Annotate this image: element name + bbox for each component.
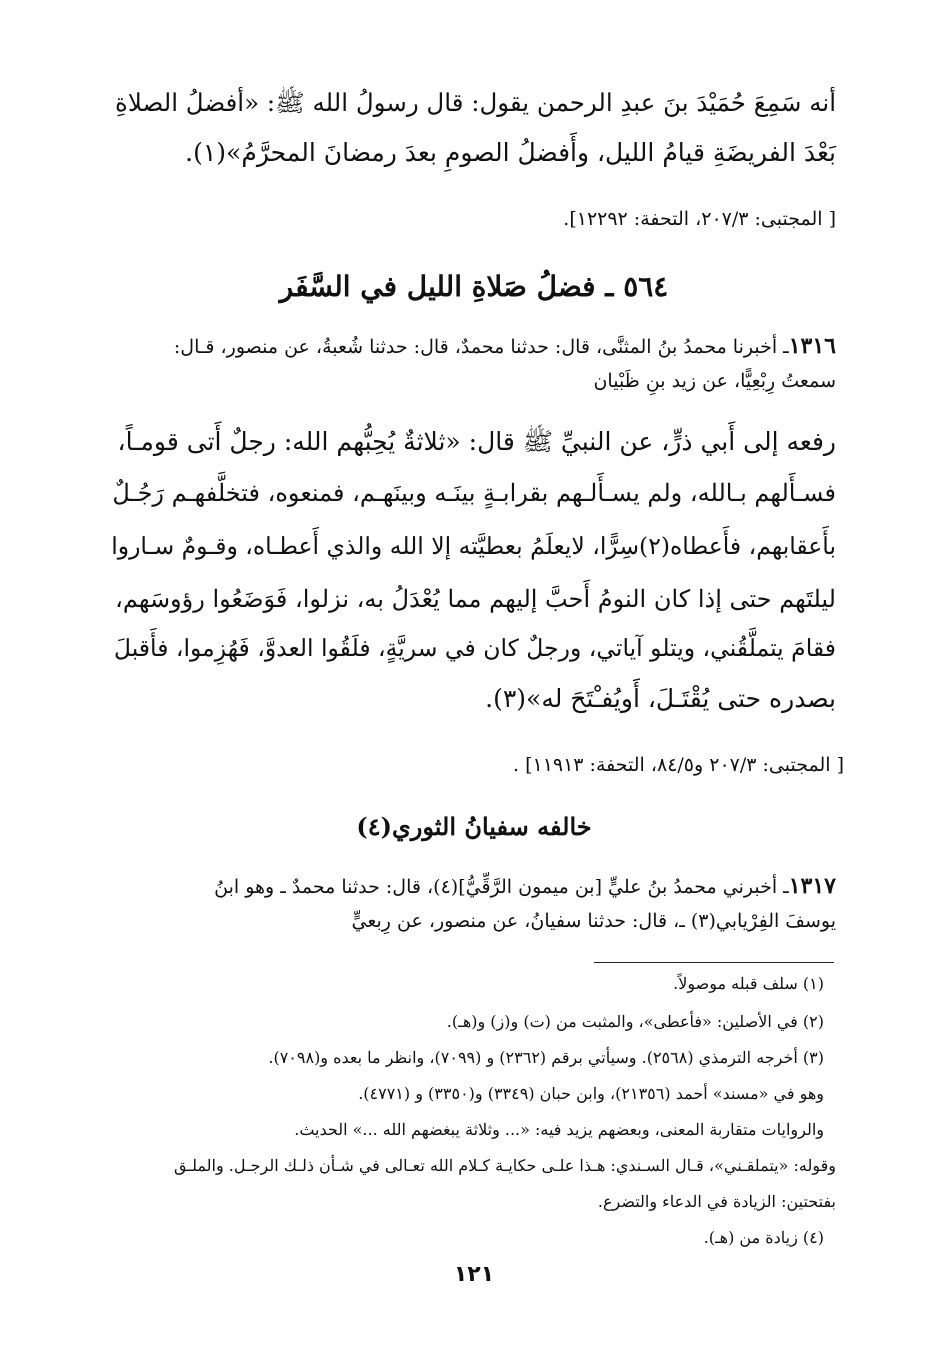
text-line: ليلتَهم حتى إذا كان النومُ أَحبَّ إليهم مما يُعْدَلُ به، نزلوا، فَوَضَعُوا رؤوسَهم، xyxy=(115,585,836,613)
hadith-number: ١٣١٧ xyxy=(788,873,836,899)
hadith-header xyxy=(214,873,836,899)
text-line: أنه سَمِعَ حُمَيْدَ بنَ عبدِ الرحمن يقول: قال رسولُ الله ﷺ: «أفضلُ الصلاةِ xyxy=(115,88,836,117)
footnote: بفتحتين: الزيادة في الدعاء والتضرع. xyxy=(597,1192,836,1211)
chapter-heading: ٥٦٤ ـ فضلُ صَلاةِ الليل في السَّفَر xyxy=(279,270,669,303)
text-line: فسـأَلهم بـالله، ولم يسـأَلـهم بقرابـةٍ بينَـه وبينَهـم، فمنعوه، فتخلَّفهـم رَجُـلٌ xyxy=(112,479,836,507)
text-line: بَعْدَ الفريضَةِ قيامُ الليل، وأَفضلُ الصومِ بعدَ رمضانَ المحرَّمُ»(١). xyxy=(185,138,836,167)
text-line: رفعه إلى أَبي ذرٍّ، عن النبيِّ ﷺ قال: «ثلاثةٌ يُحِبُّهم الله: رجلٌ أَتى قومـاً، xyxy=(117,427,836,456)
reference: [ المجتبى: ٢٠٧/٣ و٨٤/٥، التحفة: ١١٩١٣] . xyxy=(512,754,844,776)
isnad-text: ـ أخبرني محمدُ بنُ عليٍّ [بن ميمون الرَّقِّيُّ](٤)، قال: حدثنا محمدٌ ـ وهو ابنُ xyxy=(214,876,789,898)
isnad-text: سمعتُ رِبْعِيًّا، عن زيد بنِ ظَبْيان xyxy=(593,370,836,392)
footnote: (٤) زيادة من (هـ). xyxy=(703,1228,824,1247)
footnote: وهو في «مسند» أحمد (٢١٣٥٦)، وابن حبان (٣٣٤٩) و(٣٣٥٠) و (٤٧٧١). xyxy=(358,1084,824,1103)
isnad-text: يوسفَ الفِرْيابي(٣) ـ، قال: حدثنا سفيانُ، عن منصور، عن رِبعيٍّ xyxy=(351,910,836,932)
text-line: بصدره حتى يُقْتَـلَ، أَويُفـْتَحَ له»(٣). xyxy=(485,684,836,713)
text-line: فقامَ يتملَّقُني، ويتلو آياتي، ورجلٌ كان في سريَّةٍ، فلَقُوا العدوَّ، فَهُزِموا، فأَقبلَ xyxy=(113,634,836,662)
footnote: (٣) أخرجه الترمذي (٢٥٦٨). وسيأتي برقم (٢٣٦٢) و (٧٠٩٩)، وانظر ما بعده و(٧٠٩٨). xyxy=(268,1048,824,1067)
footnote: (١) سلف قبله موصولاً. xyxy=(673,974,824,993)
reference: [ المجتبى: ٢٠٧/٣، التحفة: ١٢٢٩٢]. xyxy=(563,208,836,230)
footnote-separator xyxy=(594,962,834,963)
page-number: ١٢١ xyxy=(453,1262,495,1287)
text-line: بأَعقابهم، فأَعطاه(٢)سِرًّا، لايعلَمُ بعطيَّته إلا الله والذي أَعطـاه، وقـومٌ سـاروا xyxy=(111,532,836,560)
hadith-header xyxy=(174,333,836,359)
footnote: والروايات متقاربة المعنى، وبعضهم يزيد فيه: «... وثلاثة يبغضهم الله ...» الحديث. xyxy=(294,1120,824,1139)
footnote: وقوله: «يتملقـني»، قـال السـندي: هـذا علـى حكايـة كـلام الله تعـالى في شـأن ذلـك الرجـل. والملـق xyxy=(174,1156,836,1175)
footnote: (٢) في الأصلين: «فأعطى»، والمثبت من (ت) و(ز) و(هـ). xyxy=(446,1012,824,1031)
section-heading: خالفه سفيانُ الثوري(٤) xyxy=(356,812,592,841)
isnad-text: ـ أخبرنا محمدُ بنُ المثنَّى، قال: حدثنا محمدٌ، قال: حدثنا شُعبةُ، عن منصور، قـال: xyxy=(173,336,789,358)
hadith-number: ١٣١٦ xyxy=(788,333,836,359)
